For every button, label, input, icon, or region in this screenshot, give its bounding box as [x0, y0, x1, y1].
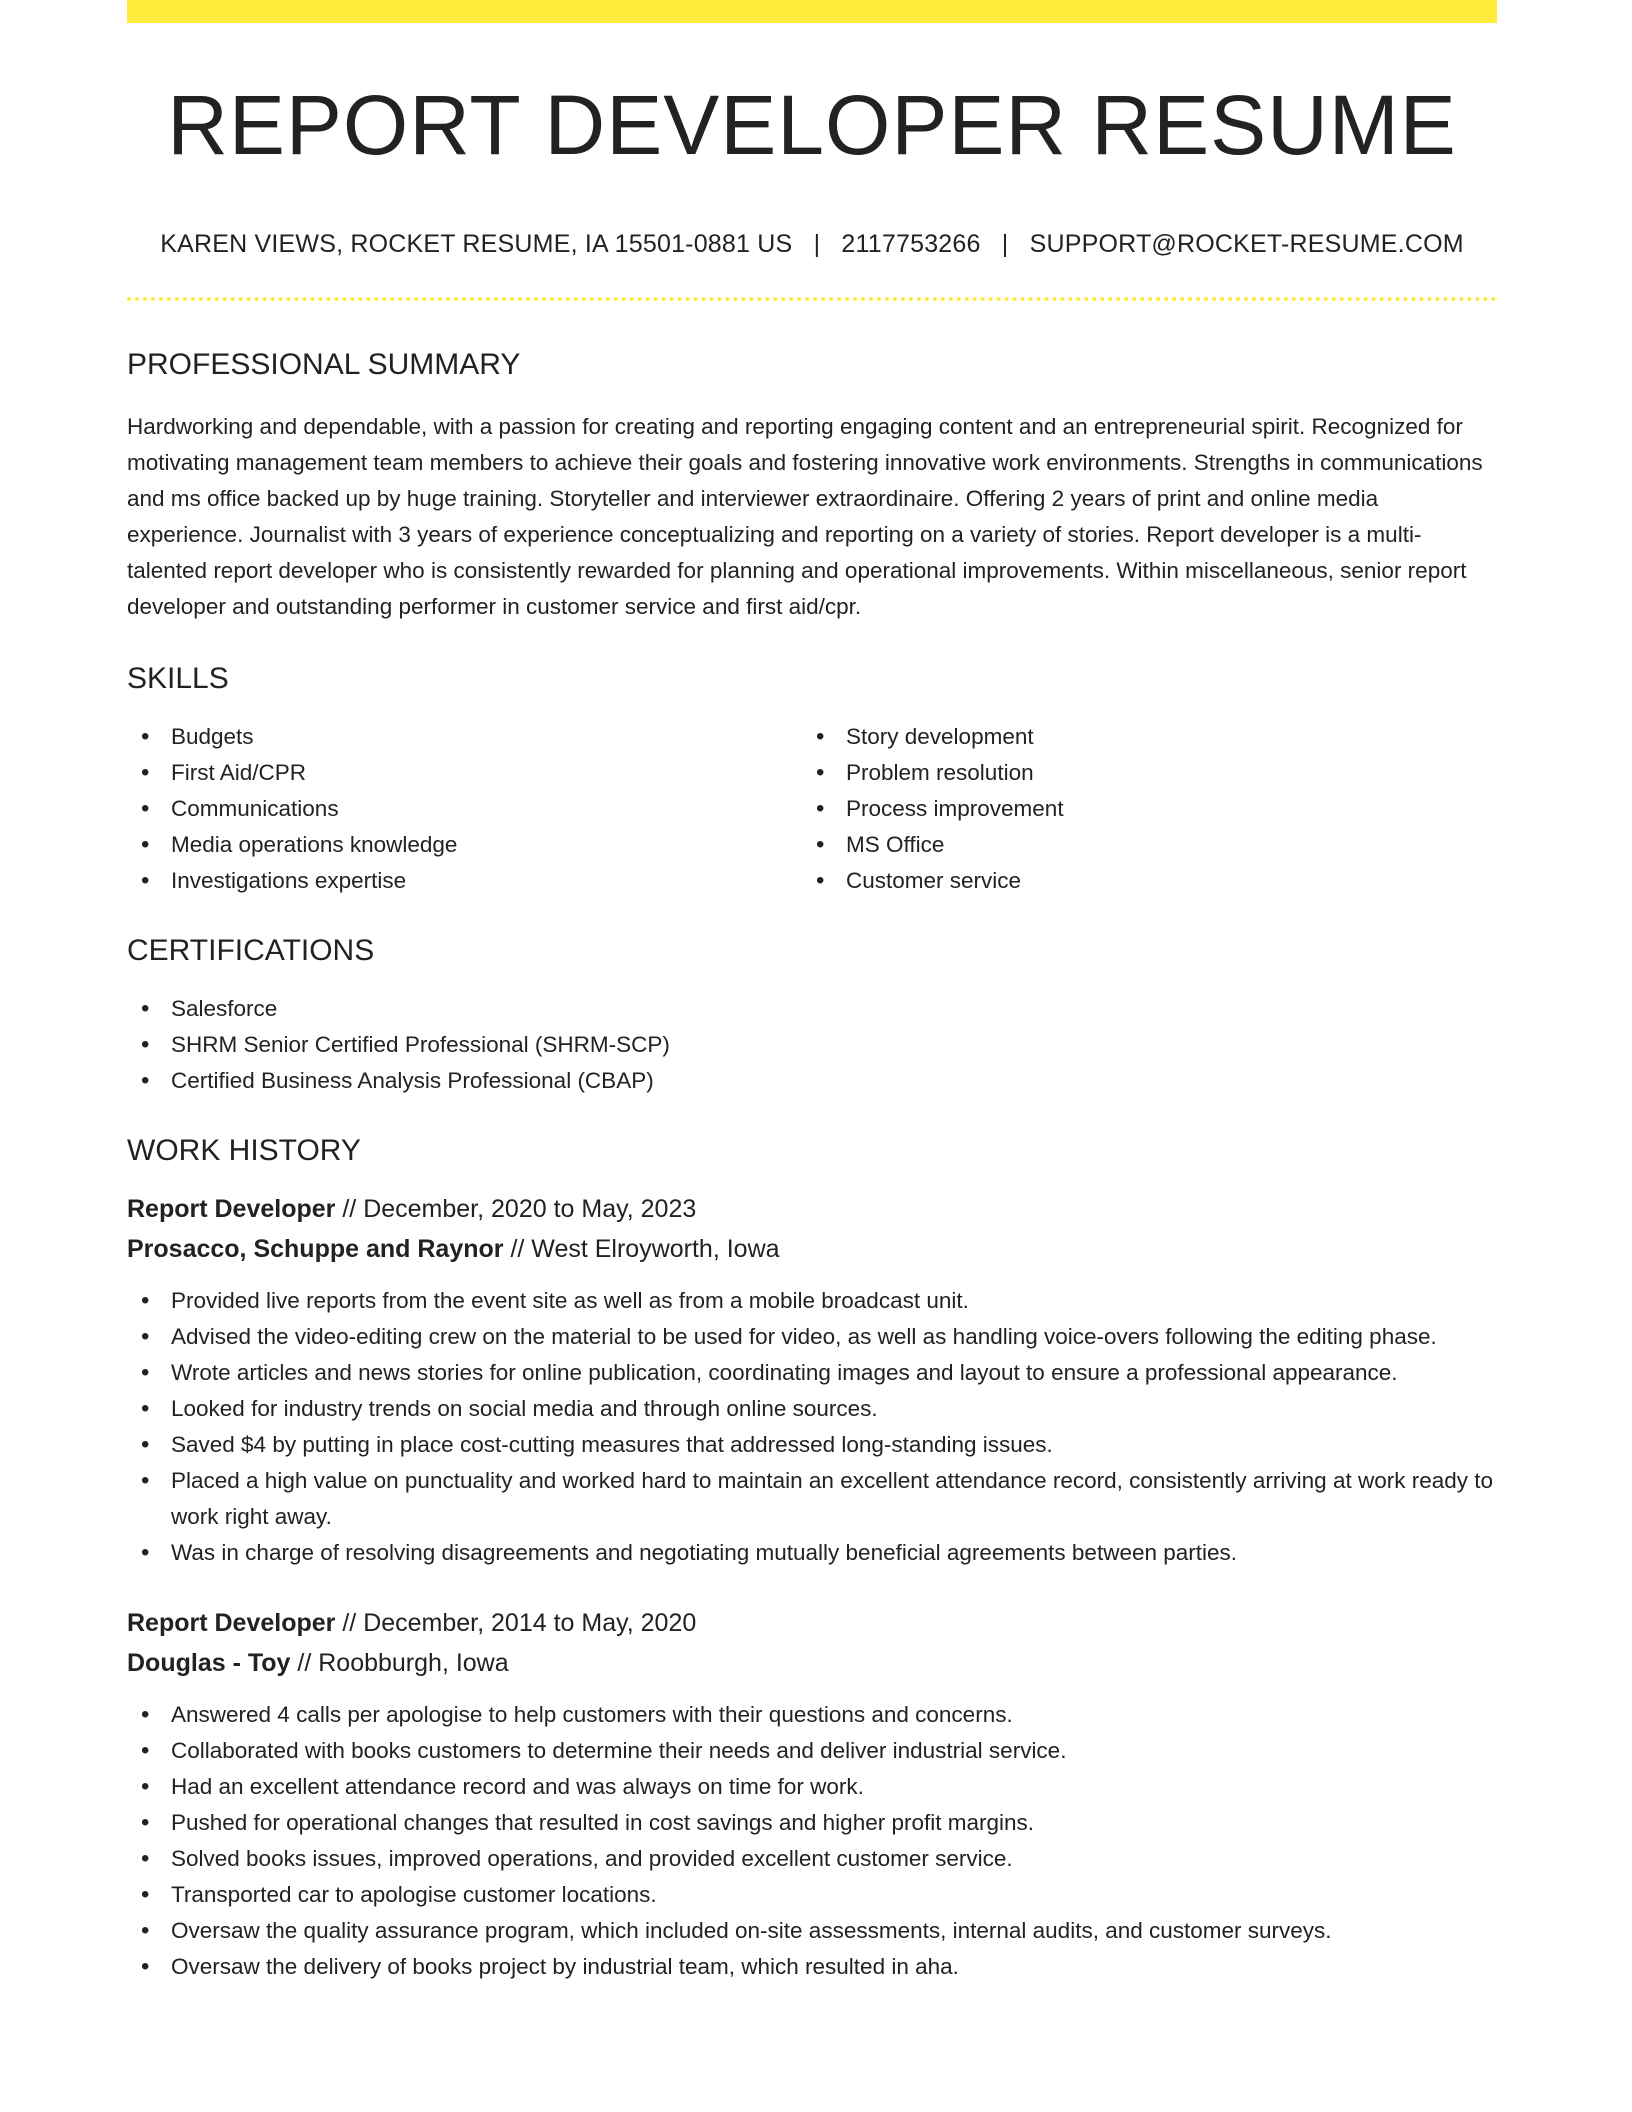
job-bullet: • Answered 4 calls per apologise to help customers with their questions and concerns. — [127, 1697, 1497, 1733]
job-company-line — [127, 1643, 1497, 1683]
job-bullet: • Placed a high value on punctuality and worked hard to maintain an excellent attendance record, consistently arriving at work ready to work right away. — [127, 1463, 1497, 1535]
summary-heading: PROFESSIONAL SUMMARY — [127, 348, 521, 381]
skills-heading: SKILLS — [127, 662, 229, 695]
job-bullet: • Oversaw the quality assurance program, which included on-site assessments, internal audits, and customer surveys. — [127, 1913, 1497, 1949]
contact-email: SUPPORT@ROCKET-RESUME.COM — [1029, 230, 1464, 258]
job-company-line — [127, 1229, 1497, 1269]
skill-item: • MS Office — [802, 827, 1477, 863]
skills-list-right — [802, 719, 1477, 899]
job-company: Douglas - Toy — [127, 1649, 291, 1677]
job-bullet: • Transported car to apologise customer locations. — [127, 1877, 1497, 1913]
job-bullet: • Oversaw the delivery of books project by industrial team, which resulted in aha. — [127, 1949, 1497, 1985]
job-title-line — [127, 1603, 1497, 1643]
contact-separator: | — [813, 230, 821, 258]
job-title: Report Developer — [127, 1195, 336, 1223]
skill-item: • Media operations knowledge — [127, 827, 802, 863]
job-bullet: • Pushed for operational changes that resulted in cost savings and higher profit margins. — [127, 1805, 1497, 1841]
certification-item: • SHRM Senior Certified Professional (SHRM-SCP) — [127, 1027, 1497, 1063]
job-bullet: • Had an excellent attendance record and was always on time for work. — [127, 1769, 1497, 1805]
job-title-line — [127, 1189, 1497, 1229]
contact-separator: | — [1001, 230, 1009, 258]
skill-item: • Problem resolution — [802, 755, 1477, 791]
summary-text: Hardworking and dependable, with a passion for creating and reporting engaging content and an entrepreneurial spirit. Recognized for motivating management team members to achieve their goals and fostering innovative work environments. Strengths in communications and ms office backed up by huge training. Storyteller and interviewer extraordinaire. Offering 2 years of print and online media experience. Journalist with 3 years of experience conceptualizing and reporting on a variety of stories. Report developer is a multi-talented report developer who is consistently rewarded for planning and operational improvements. Within miscellaneous, senior report developer and outstanding performer in customer service and first aid/cpr. — [127, 414, 1483, 619]
job-bullet: • Looked for industry trends on social media and through online sources. — [127, 1391, 1497, 1427]
work-history-heading: WORK HISTORY — [127, 1134, 361, 1167]
job-title: Report Developer — [127, 1609, 336, 1637]
skill-item: • Communications — [127, 791, 802, 827]
job-company: Prosacco, Schuppe and Raynor — [127, 1235, 504, 1263]
skill-item: • First Aid/CPR — [127, 755, 802, 791]
skills-columns — [127, 719, 1497, 899]
job-separator: // — [290, 1649, 319, 1677]
job-bullet: • Solved books issues, improved operations, and provided excellent customer service. — [127, 1841, 1497, 1877]
accent-bar — [127, 0, 1497, 23]
dotted-divider — [127, 297, 1497, 301]
skills-list-left — [127, 719, 802, 899]
job-bullet: • Provided live reports from the event site as well as from a mobile broadcast unit. — [127, 1283, 1497, 1319]
resume-page — [127, 0, 1497, 1985]
job-location: West Elroyworth, Iowa — [531, 1235, 780, 1263]
contact-line — [127, 229, 1497, 259]
contact-address: KAREN VIEWS, ROCKET RESUME, IA 15501-0881 US — [160, 230, 793, 258]
job-separator: // — [335, 1195, 364, 1223]
job-location: Roobburgh, Iowa — [318, 1649, 509, 1677]
job-entry — [127, 1189, 1497, 1571]
job-bullet: • Collaborated with books customers to determine their needs and deliver industrial service. — [127, 1733, 1497, 1769]
job-bullets — [127, 1697, 1497, 1985]
skill-item: • Investigations expertise — [127, 863, 802, 899]
job-separator: // — [503, 1235, 532, 1263]
certification-item: • Certified Business Analysis Professional (CBAP) — [127, 1063, 1497, 1099]
job-bullet: • Advised the video-editing crew on the material to be used for video, as well as handling voice-overs following the editing phase. — [127, 1319, 1497, 1355]
certifications-heading: CERTIFICATIONS — [127, 934, 375, 967]
page-title: REPORT DEVELOPER RESUME — [167, 78, 1457, 172]
certification-item: • Salesforce — [127, 991, 1497, 1027]
skill-item: • Customer service — [802, 863, 1477, 899]
certifications-list — [127, 991, 1497, 1099]
job-bullet: • Wrote articles and news stories for online publication, coordinating images and layout to ensure a professional appearance. — [127, 1355, 1497, 1391]
job-entry — [127, 1603, 1497, 1985]
skill-item: • Budgets — [127, 719, 802, 755]
job-separator: // — [335, 1609, 364, 1637]
job-bullet: • Saved $4 by putting in place cost-cutting measures that addressed long-standing issues. — [127, 1427, 1497, 1463]
skill-item: • Story development — [802, 719, 1477, 755]
job-bullets — [127, 1283, 1497, 1571]
contact-phone: 2117753266 — [841, 230, 981, 258]
skill-item: • Process improvement — [802, 791, 1477, 827]
job-bullet: • Was in charge of resolving disagreements and negotiating mutually beneficial agreements between parties. — [127, 1535, 1497, 1571]
job-dates: December, 2014 to May, 2020 — [363, 1609, 697, 1637]
job-dates: December, 2020 to May, 2023 — [363, 1195, 697, 1223]
